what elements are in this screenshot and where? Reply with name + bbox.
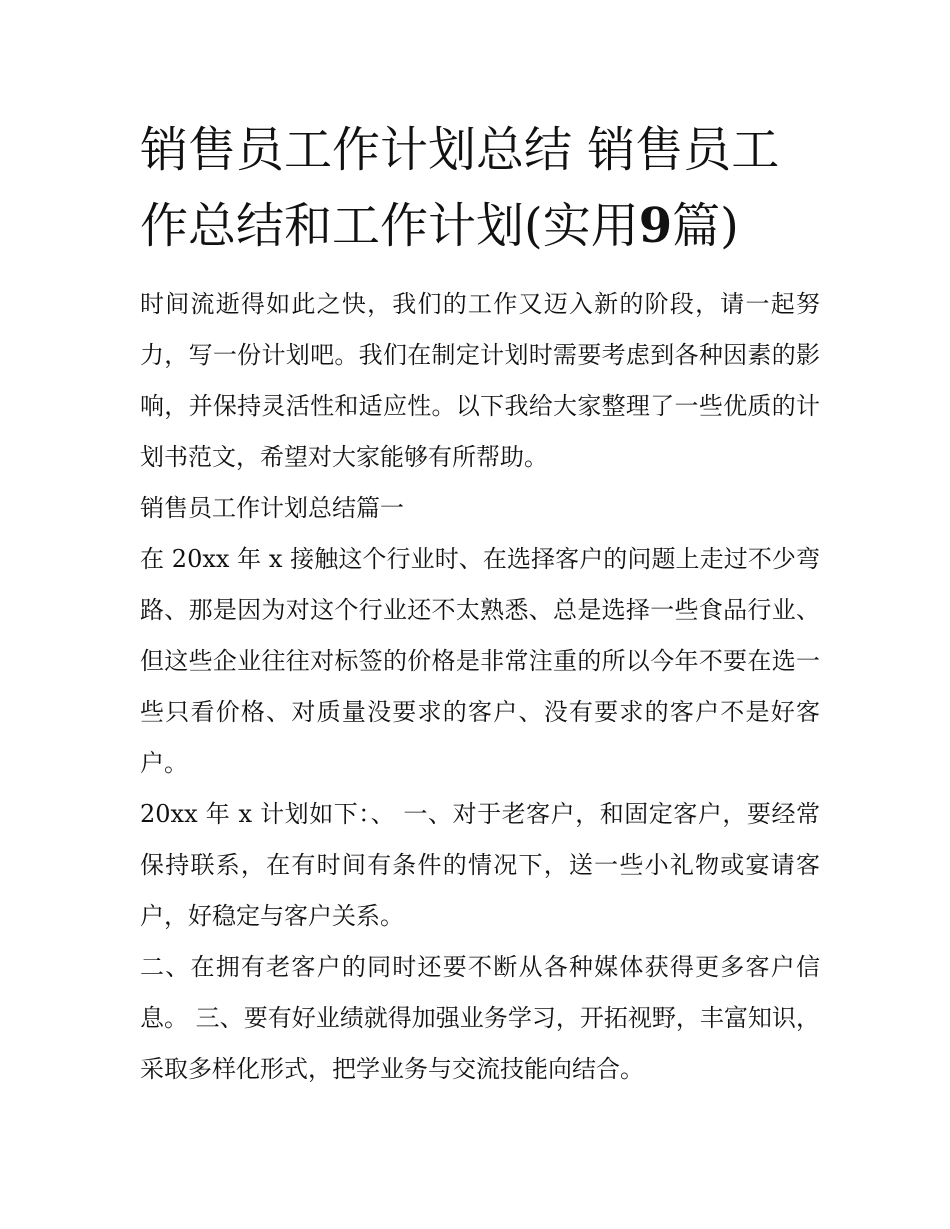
title-text-end: 篇) <box>672 198 739 254</box>
title-number: 9 <box>638 198 673 254</box>
document-title <box>140 112 820 264</box>
body-paragraph: 在 20xx 年 x 接触这个行业时、在选择客户的问题上走过不少弯路、那是因为对这个行业还不太熟悉、总是选择一些食品行业、但这些企业往往对标签的价格是非常注重的所以今年不要在选一些只看价格、对质量没要求的客户、没有要求的客户不是好客户。 <box>140 545 820 777</box>
title-text: 销售员工作计划总结 销售员工作总结和工作计划(实用 <box>140 122 780 254</box>
section-heading: 销售员工作计划总结篇一 <box>140 494 404 522</box>
intro-paragraph: 时间流逝得如此之快，我们的工作又迈入新的阶段，请一起努力，写一份计划吧。我们在制定计划时需要考虑到各种因素的影响，并保持灵活性和适应性。以下我给大家整理了一些优质的计划书范文，希望对大家能够有所帮助。 <box>140 290 820 471</box>
document-body <box>140 279 820 1095</box>
body-paragraph: 20xx 年 x 计划如下：、 一、对于老客户，和固定客户，要经常保持联系，在有时间有条件的情况下，送一些小礼物或宴请客户，好稳定与客户关系。 <box>140 800 820 930</box>
body-paragraph: 二、在拥有老客户的同时还要不断从各种媒体获得更多客户信息。 三、要有好业绩就得加强业务学习，开拓视野，丰富知识，采取多样化形式，把学业务与交流技能向结合。 <box>140 953 820 1083</box>
